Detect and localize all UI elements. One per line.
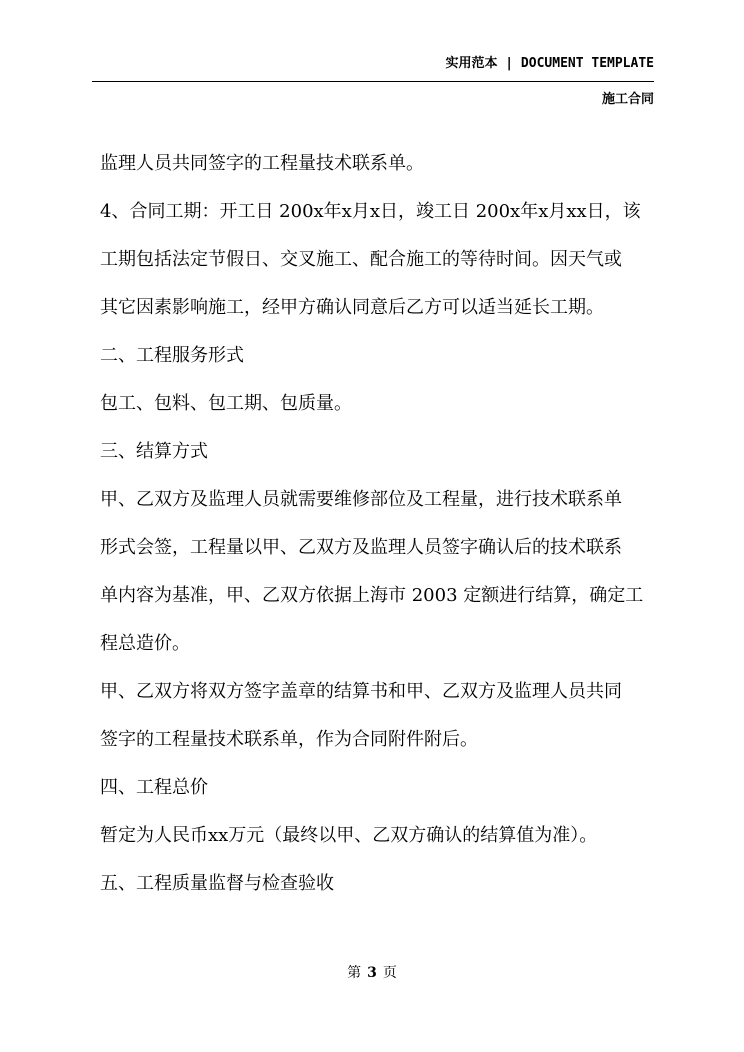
section-heading: 四、工程总价 [100,777,208,798]
page-number-prefix: 第 [347,965,362,981]
body-line: 暂定为人民币xx万元（最终以甲、乙双方确认的结算值为准）。 [100,825,598,846]
section-heading: 三、结算方式 [100,441,208,462]
body-line: 4、合同工期：开工日 200x年x月x日，竣工日 200x年x月xx日，该 [100,201,641,222]
section-heading: 二、工程服务形式 [100,345,244,366]
document-body [100,140,656,908]
body-line: 包工、包料、包工期、包质量。 [100,393,352,414]
body-line: 其它因素影响施工，经甲方确认同意后乙方可以适当延长工期。 [100,297,604,318]
body-line: 工期包括法定节假日、交叉施工、配合施工的等待时间。因天气或 [100,249,622,270]
body-line: 监理人员共同签字的工程量技术联系单。 [100,153,424,174]
body-line: 程总造价。 [100,633,190,654]
page-number: 3 [367,965,377,981]
section-heading: 五、工程质量监督与检查验收 [100,873,334,894]
body-line: 签字的工程量技术联系单，作为合同附件附后。 [100,729,478,750]
header-divider [92,81,654,82]
body-line: 甲、乙双方及监理人员就需要维修部位及工程量，进行技术联系单 [100,489,622,510]
body-line: 甲、乙双方将双方签字盖章的结算书和甲、乙双方及监理人员共同 [100,681,622,702]
page-number-suffix: 页 [382,965,397,981]
body-line: 单内容为基准，甲、乙双方依据上海市 2003 定额进行结算，确定工 [100,585,644,606]
page-footer [0,962,744,982]
header-brand: 实用范本 | DOCUMENT TEMPLATE [445,56,654,71]
header-subtitle: 施工合同 [601,92,654,107]
body-line: 形式会签，工程量以甲、乙双方及监理人员签字确认后的技术联系 [100,537,622,558]
